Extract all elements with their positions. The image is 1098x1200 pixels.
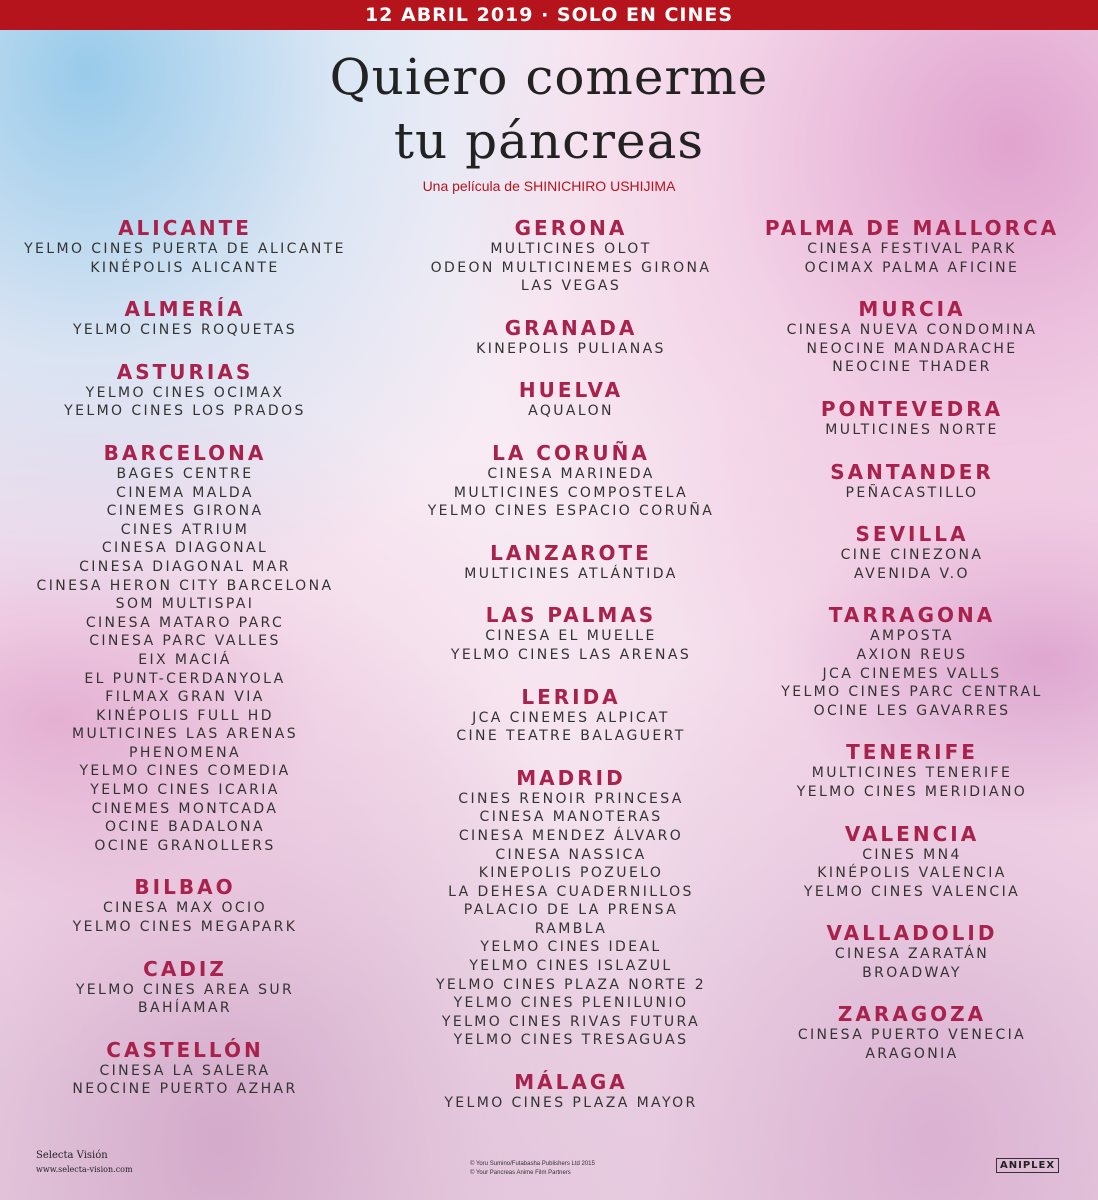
cinema-name: MULTICINES NORTE [825,421,999,438]
city-name: LAS PALMAS [485,603,657,628]
cinema-name: EIX MACIÁ [138,651,232,668]
cinema-name: OCIMAX PALMA AFICINE [804,259,1020,276]
city-block [388,685,754,746]
cinema-name: NEOCINE MANDARACHE [806,340,1018,357]
cinema-column-middle [388,216,754,1133]
city-name: MURCIA [858,297,966,322]
cinema-name: MULTICINES LAS ARENAS [72,726,298,743]
city-name: SANTANDER [830,459,994,484]
city-block [388,766,754,1050]
cinema-name: YELMO CINES PLENILUNIO [453,995,689,1012]
cinema-name: SOM MULTISPAI [115,596,255,613]
city-block [742,921,1082,982]
cinema-name: NEOCINE THADER [832,359,992,376]
cinema-name: CINESA EL MUELLE [485,628,657,645]
city-block [0,1038,370,1099]
city-name: CADIZ [143,956,227,981]
city-name: GRANADA [504,315,638,340]
cinema-name: YELMO CINES MERIDIANO [796,783,1028,800]
cinema-name: CINEMES MONTCADA [91,800,279,817]
cinema-name: YELMO CINES PUERTA DE ALICANTE [24,241,346,257]
cinema-name: MULTICINES TENERIFE [811,765,1013,782]
selecta-vision-logo-text: Selecta Visión [36,1150,108,1161]
cinema-name: YELMO CINES IDEAL [480,939,662,956]
cinema-name: CINESA MATARO PARC [85,614,285,631]
city-name: GERONA [514,216,628,240]
city-name: VALLADOLID [826,921,998,946]
cinema-name: CINESA PARC VALLES [89,633,281,650]
cinema-name: CINESA MANOTERAS [479,809,663,826]
cinema-name: KINÉPOLIS FULL HD [96,707,274,724]
copyright-line: © Your Pancreas Anime Film Partners [470,1170,571,1176]
cinema-name: YELMO CINES PLAZA MAYOR [444,1095,698,1112]
copyright-line: © Yoru Sumino/Futabasha Publishers Ltd 2015 [470,1161,595,1167]
cinema-name: YELMO CINES ICARIA [90,782,280,799]
city-name: MÁLAGA [514,1070,628,1095]
cinema-name: YELMO CINES TRESAGUAS [453,1032,689,1049]
movie-title-line2: tu páncreas [393,112,705,170]
city-name: TARRAGONA [828,603,996,628]
cinema-name: KINEPOLIS PULIANAS [476,340,666,357]
director-credit: Una película de SHINICHIRO USHIJIMA [422,178,676,194]
cinema-name: OCINE LES GAVARRES [813,702,1011,719]
cinema-name: AQUALON [528,403,614,420]
cinema-name: MULTICINES COMPOSTELA [453,484,689,501]
city-name: ASTURIAS [116,359,254,384]
copyright-notice [470,1160,595,1178]
cinema-name: YELMO CINES PARC CENTRAL [781,684,1043,701]
cinema-name: CINESA NASSICA [495,846,647,863]
city-name: MADRID [516,765,626,790]
cinema-name: YELMO CINES PLAZA NORTE 2 [435,976,707,993]
cinema-name: BROADWAY [862,964,962,981]
city-name: VALENCIA [844,821,980,846]
city-name: CASTELLÓN [106,1037,264,1062]
cinema-name: YELMO CINES AREA SUR [75,981,295,998]
cinema-name: JCA CINEMES VALLS [822,665,1002,682]
cinema-name: CINESA DIAGONAL MAR [79,558,291,575]
cinema-name: ODEON MULTICINEMES GIRONA [430,259,712,276]
cinema-name: CINEMA MALDA [116,484,254,501]
cinema-name: CINES RENOIR PRINCESA [458,790,684,807]
cinema-name: AVENIDA V.O [854,565,970,582]
city-block [0,297,370,340]
cinema-name: CINESA ZARATÁN [834,946,990,963]
city-block [742,522,1082,583]
cinema-name: JCA CINEMES ALPICAT [472,709,670,726]
cinema-name: CINESA FESTIVAL PARK [807,241,1017,257]
city-block [388,216,754,296]
city-name: BARCELONA [103,440,267,465]
cinema-name: YELMO CINES OCIMAX [85,384,285,401]
cinema-name: YELMO CINES VALENCIA [803,883,1021,900]
cinema-name: MULTICINES OLOT [490,241,652,257]
cinema-name: YELMO CINES LOS PRADOS [64,403,306,420]
cinema-name: KINÉPOLIS VALENCIA [817,865,1007,882]
cinema-name: YELMO CINES ROQUETAS [72,322,298,339]
city-name: LA CORUÑA [492,440,650,465]
city-block [388,1070,754,1113]
cinema-column-right [742,216,1082,1084]
cinema-name: NEOCINE PUERTO AZHAR [72,1081,298,1098]
cinema-name: CINE CINEZONA [840,547,984,564]
city-name: ALMERÍA [124,297,246,322]
release-banner: 12 ABRIL 2019 · SOLO EN CINES [0,0,1098,30]
cinema-name: YELMO CINES LAS ARENAS [450,646,692,663]
cinema-name: KINÉPOLIS ALICANTE [90,259,280,276]
city-block [742,1002,1082,1063]
cinema-name: CINESA MAX OCIO [102,900,268,917]
city-block [742,216,1082,277]
cinema-name: LA DEHESA CUADERNILLOS [448,883,694,900]
cinema-name: CINESA LA SALERA [99,1062,271,1079]
cinema-name: OCINE BADALONA [105,819,265,836]
city-block [742,397,1082,440]
city-block [388,378,754,421]
city-block [0,216,370,277]
cinema-name: CINE TEATRE BALAGUERT [456,728,686,745]
cinema-name: MULTICINES ATLÁNTIDA [464,565,678,582]
city-block [742,603,1082,720]
city-block [0,360,370,421]
city-block [388,603,754,664]
website-url: www.selecta-vision.com [36,1165,133,1174]
cinema-name: BAHÍAMAR [138,1000,232,1017]
cinema-name: PALACIO DE LA PRENSA [463,902,679,919]
movie-title-line1: Quiero comerme [329,48,769,106]
cinema-name: AXION REUS [856,646,968,663]
city-block [742,297,1082,377]
cinema-name: CINEMES GIRONA [106,503,264,520]
city-block [0,875,370,936]
cinema-name: YELMO CINES MEGAPARK [72,919,298,936]
city-name: SEVILLA [855,522,969,547]
cinema-name: LAS VEGAS [520,278,622,295]
city-block [742,822,1082,902]
cinema-name: EL PUNT-CERDANYOLA [84,670,286,687]
cinema-name: CINESA MARINEDA [487,465,655,482]
cinema-name: CINESA MENDEZ ÁLVARO [458,827,684,844]
city-block [388,316,754,359]
city-name: PALMA DE MALLORCA [764,216,1060,240]
city-name: ZARAGOZA [837,1002,987,1027]
cinema-name: RAMBLA [534,920,608,937]
cinema-name: CINESA HERON CITY BARCELONA [36,577,334,594]
cinema-name: YELMO CINES RIVAS FUTURA [441,1013,701,1030]
cinema-name: CINESA DIAGONAL [101,540,269,557]
cinema-name: ARAGONIA [865,1046,959,1063]
city-block [0,441,370,855]
cinema-name: CINES ATRIUM [120,521,250,538]
cinema-name: PHENOMENA [129,744,241,761]
cinema-name: CINES MN4 [862,846,962,863]
cinema-name: CINESA PUERTO VENECIA [797,1027,1027,1044]
city-name: LANZAROTE [490,540,652,565]
cinema-name: YELMO CINES COMEDIA [79,763,291,780]
cinema-name: YELMO CINES ISLAZUL [469,958,673,975]
cinema-name: YELMO CINES ESPACIO CORUÑA [427,503,715,520]
city-name: ALICANTE [118,216,252,240]
cinema-name: BAGES CENTRE [116,465,254,482]
city-name: LERIDA [521,684,621,709]
selecta-vision-logo [36,1150,133,1174]
cinema-name: KINEPOLIS POZUELO [478,865,664,882]
city-name: PONTEVEDRA [820,396,1004,421]
cinema-name: PEÑACASTILLO [845,484,979,501]
cinema-name: OCINE GRANOLLERS [94,837,276,854]
city-block [0,957,370,1018]
aniplex-logo: ANIPLEX [996,1158,1059,1173]
city-block [742,740,1082,801]
cinema-column-left [0,216,370,1119]
city-name: TENERIFE [846,740,978,765]
city-block [388,541,754,584]
city-name: HUELVA [518,378,624,403]
cinema-name: CINESA NUEVA CONDOMINA [786,322,1038,339]
cinema-name: FILMAX GRAN VIA [105,689,265,706]
city-name: BILBAO [134,875,236,900]
city-block [742,460,1082,503]
cinema-name: AMPOSTA [870,628,954,645]
city-block [388,441,754,521]
